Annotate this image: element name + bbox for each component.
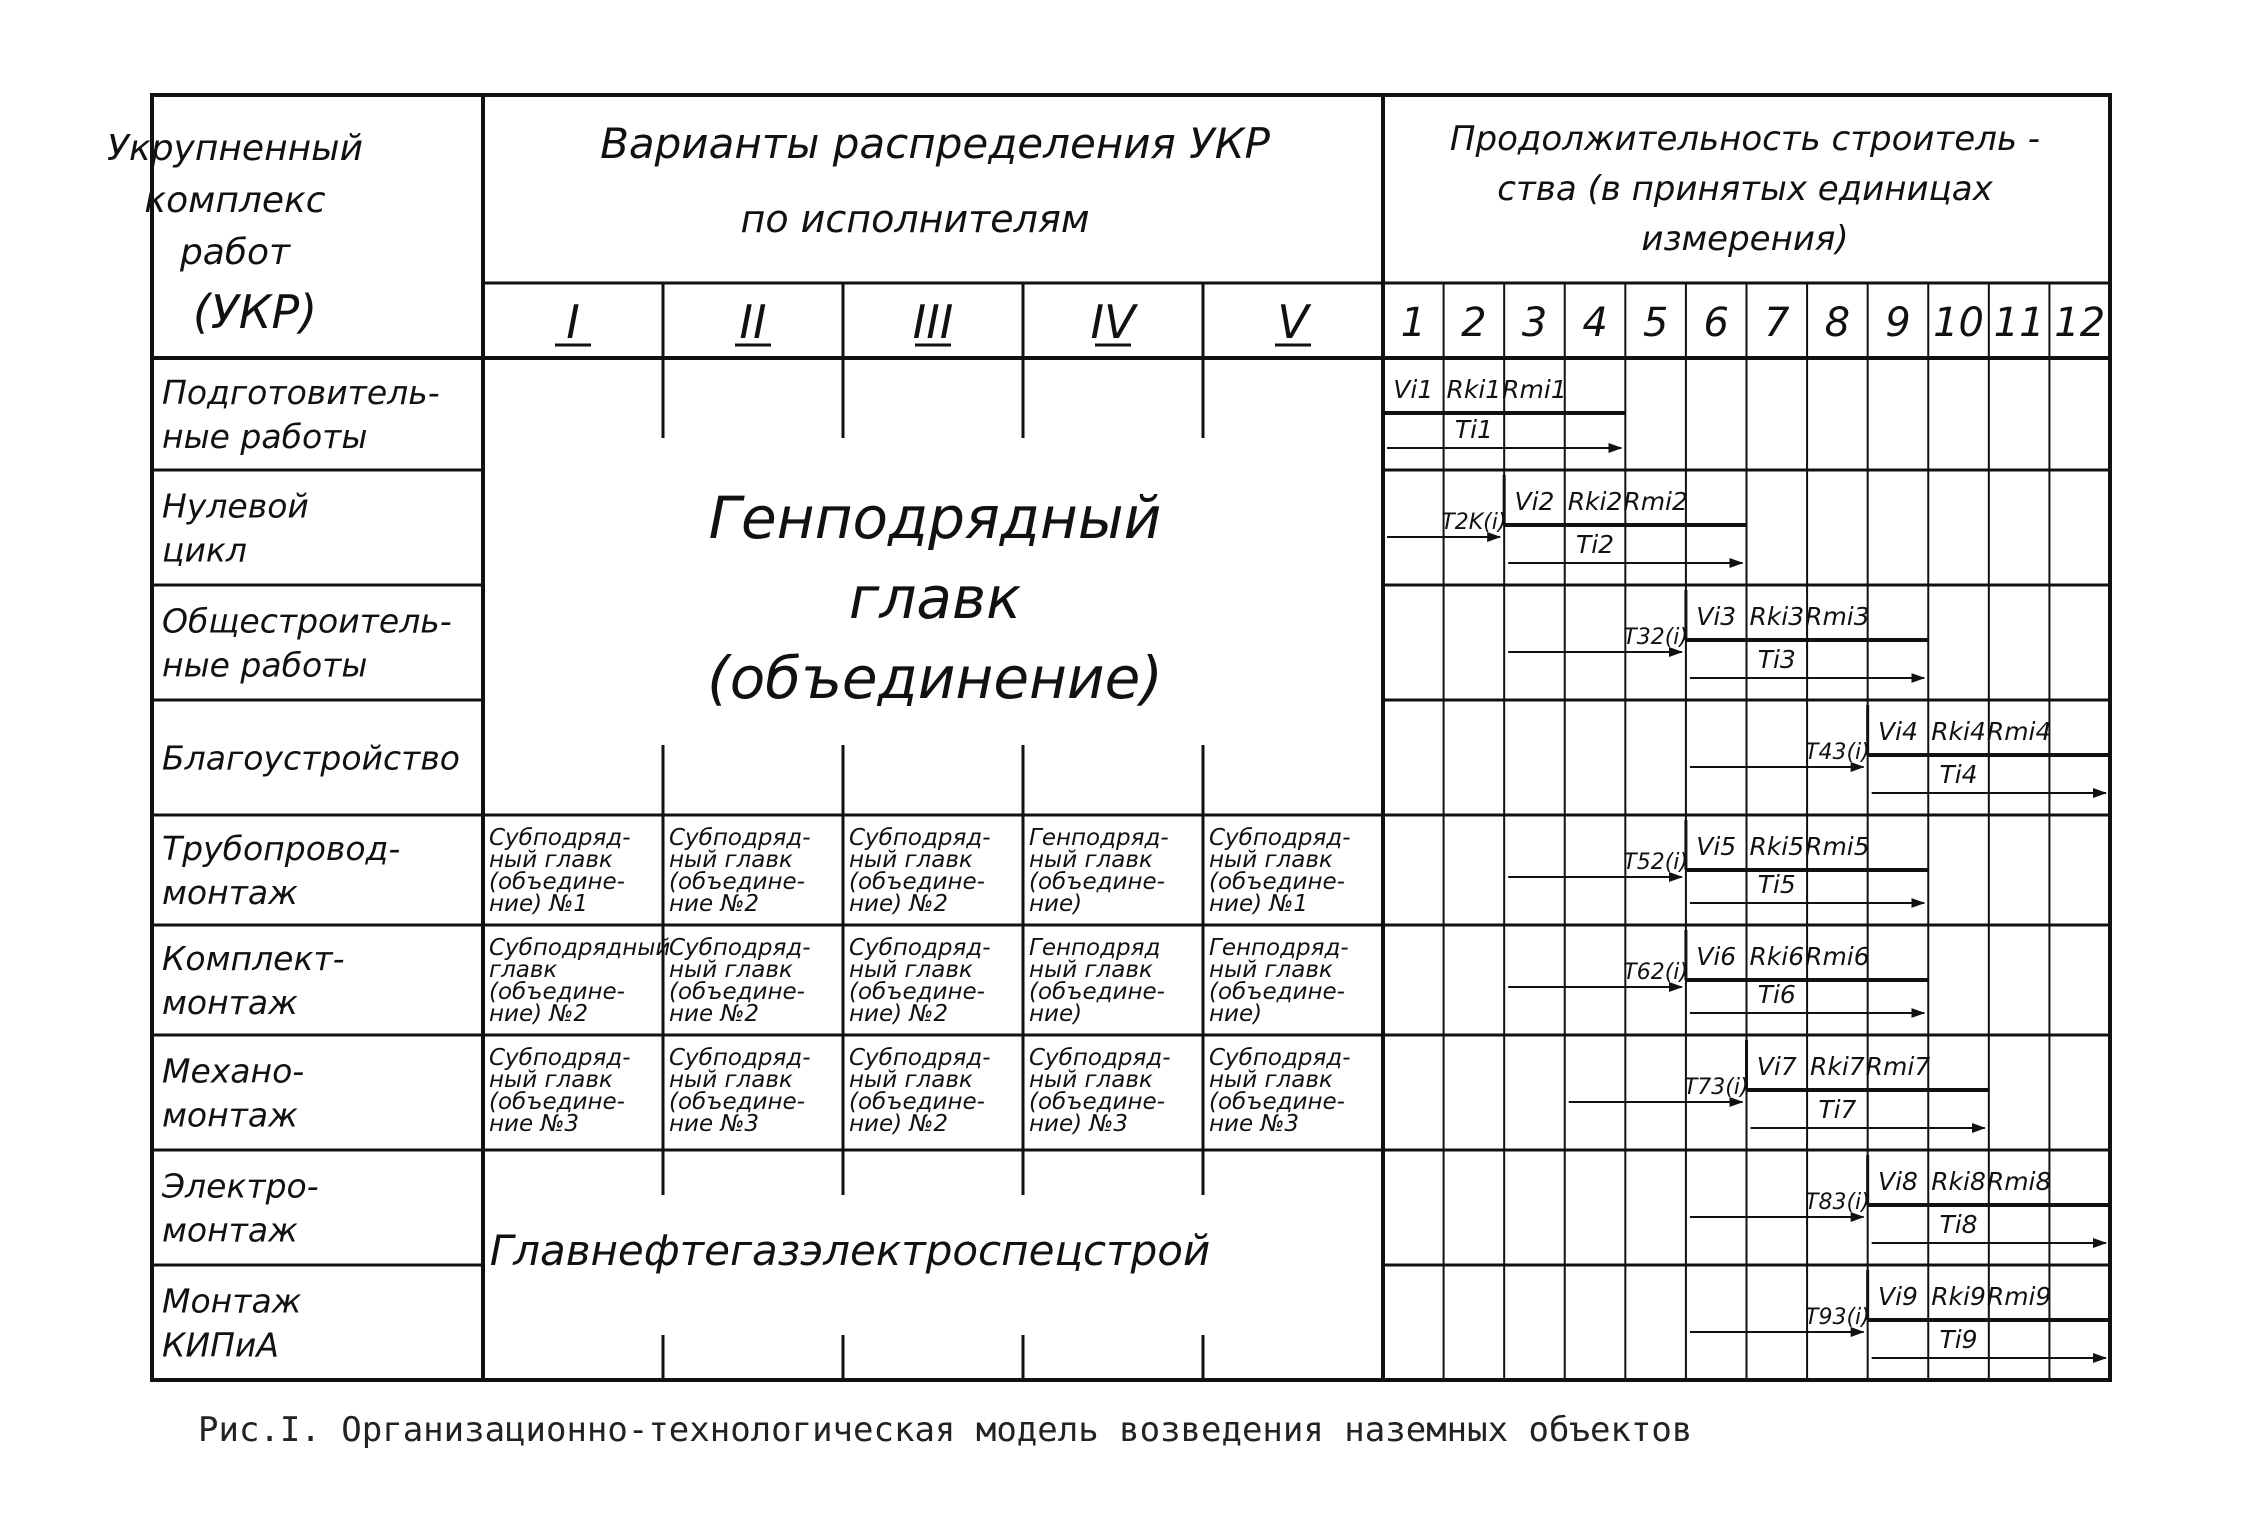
row-labels	[161, 373, 460, 1365]
variant-cell-text: ние)	[1029, 891, 1083, 917]
period-column-number: 2	[1461, 300, 1487, 346]
variant-cell-text: Субподряд-	[849, 935, 991, 961]
variant-cell-text: ние) №2	[849, 1001, 948, 1027]
row-label: Электро-	[162, 1166, 319, 1206]
link-label: T93(i)	[1805, 1305, 1870, 1330]
row-label: ные работы	[162, 417, 368, 456]
ukr-header-text: комплекс	[144, 180, 326, 221]
work-parameter-label: Vi3	[1696, 602, 1737, 631]
work-parameter-label: Rki8	[1931, 1167, 1986, 1196]
variant-cell-text: Субподряд-	[849, 825, 991, 851]
variant-cell-text: Генподряд	[1029, 935, 1161, 961]
variant-cell-text: Субподряд-	[489, 1045, 631, 1071]
variant-column-numeral: III	[912, 295, 954, 349]
row-label: ные работы	[162, 645, 368, 685]
work-parameter-label: Rki5	[1749, 832, 1805, 861]
duration-label: Ti2	[1575, 530, 1615, 559]
row-label: Общестроитель-	[162, 601, 452, 641]
ukr-header-text: работ	[179, 232, 291, 273]
row-label: Подготовитель-	[162, 373, 440, 412]
figure-caption: Рис.I. Организационно-технологическая модель возведения наземных объектов	[198, 1410, 1693, 1450]
period-column-number: 5	[1642, 300, 1669, 346]
work-parameter-label: Rmi5	[1805, 832, 1870, 861]
link-label: T83(i)	[1805, 1190, 1870, 1215]
variant-cell-text: (объедине-	[669, 1089, 805, 1115]
row-label: Монтаж	[162, 1281, 302, 1321]
variant-cell-text: ный главк	[849, 847, 973, 873]
variant-cell-text: ный главк	[849, 1067, 973, 1093]
variant-cell-text: ние №2	[669, 1001, 760, 1027]
variant-cell-text: ние №3	[1209, 1111, 1300, 1137]
variant-cell-text: (объедине-	[849, 1089, 985, 1115]
variant-cell-text: (объедине-	[849, 979, 985, 1005]
duration-label: Ti7	[1818, 1095, 1857, 1124]
work-parameter-label: Rmi2	[1623, 487, 1688, 516]
variant-cell-text: Субподряд-	[669, 825, 811, 851]
variants-header-text: Варианты распределения УКР	[600, 119, 1270, 168]
variant-cell-text: ние №3	[669, 1111, 760, 1137]
row-label: Комплект-	[162, 939, 345, 978]
duration-label: Ti9	[1939, 1325, 1978, 1354]
variant-cell-text: ный главк	[669, 847, 793, 873]
work-parameter-label: Rmi9	[1986, 1282, 2052, 1311]
row-label: монтаж	[162, 873, 298, 912]
duration-label: Ti4	[1939, 760, 1978, 789]
genpodryad-merged-text: главк	[848, 564, 1022, 632]
period-column-number: 3	[1521, 300, 1548, 346]
variant-cell-text: ный главк	[489, 1067, 613, 1093]
duration-label: Ti5	[1757, 870, 1796, 899]
variant-cell-text: Генподряд-	[1209, 935, 1349, 961]
work-parameter-label: Vi2	[1514, 487, 1555, 516]
row-label: цикл	[162, 530, 247, 570]
variant-cell-text: (объедине-	[1209, 979, 1345, 1005]
table-border	[152, 95, 2110, 1380]
variant-cell-text: ние) №2	[849, 1111, 948, 1137]
duration-header-text: измерения)	[1641, 219, 1849, 259]
work-parameter-label: Rmi1	[1502, 375, 1567, 404]
variant-cell-text: (объедине-	[1029, 1089, 1165, 1115]
work-parameter-label: Vi7	[1756, 1052, 1797, 1081]
work-parameter-label: Vi1	[1393, 375, 1434, 404]
genpodryad-merged-text: (объединение)	[707, 644, 1163, 712]
duration-label: Ti3	[1757, 645, 1796, 674]
variant-cell-text: ный главк	[1209, 847, 1333, 873]
variant-cell-text: (объедине-	[1209, 1089, 1345, 1115]
variant-cell-text: (объедине-	[849, 869, 985, 895]
row-label: Благоустройство	[162, 738, 460, 778]
variant-cell-text: (объедине-	[489, 869, 625, 895]
variant-cell-text: Субподряд-	[1209, 1045, 1351, 1071]
period-column-number: 4	[1582, 300, 1608, 346]
link-label: T62(i)	[1623, 960, 1688, 985]
work-parameter-label: Rmi3	[1805, 602, 1870, 631]
variant-cell-text: (объедине-	[1029, 869, 1165, 895]
table-grid	[152, 95, 2110, 1380]
period-column-number: 6	[1703, 300, 1729, 346]
row-label: монтаж	[162, 1210, 298, 1250]
link-label: T43(i)	[1805, 740, 1870, 765]
ukr-header-text: Укрупненный	[107, 128, 363, 169]
period-column-number: 8	[1824, 300, 1851, 346]
variant-cell-text: ние) №1	[1209, 891, 1308, 917]
variant-cell-text: ние)	[1209, 1001, 1263, 1027]
period-column-number: 9	[1885, 300, 1911, 346]
variant-column-numeral: II	[739, 295, 767, 349]
variant-cell-text: ние) №3	[1029, 1111, 1128, 1137]
period-column-number: 12	[2054, 300, 2106, 346]
duration-label: Ti8	[1939, 1210, 1978, 1239]
variant-cell-text: (объедине-	[489, 1089, 625, 1115]
work-parameter-label: Rki6	[1749, 942, 1805, 971]
duration-header-text: Продолжительность строитель -	[1449, 119, 2041, 159]
variant-cell-text: (объедине-	[489, 979, 625, 1005]
work-parameter-label: Rmi6	[1805, 942, 1870, 971]
variant-cell-text: Субподряд-	[849, 1045, 991, 1071]
variant-cell-text: ный главк	[1029, 847, 1153, 873]
row-label: монтаж	[162, 1095, 298, 1135]
variant-cell-text: главк	[489, 957, 558, 983]
variant-cell-text: ный главк	[1209, 957, 1333, 983]
work-parameter-label: Rmi8	[1986, 1167, 2052, 1196]
link-label: T52(i)	[1623, 850, 1688, 875]
variant-column-numeral: I	[566, 295, 580, 349]
variant-cell-text: ный главк	[1209, 1067, 1333, 1093]
variant-cell-text: Субподряд-	[669, 935, 811, 961]
work-parameter-label: Rki4	[1931, 717, 1986, 746]
variant-cell-text: Субподряд-	[1029, 1045, 1171, 1071]
work-parameter-label: Vi9	[1877, 1282, 1918, 1311]
work-parameter-label: Rki1	[1446, 375, 1502, 404]
variant-cell-text: Субподряд-	[489, 825, 631, 851]
variant-cells	[489, 484, 1351, 1275]
link-label: T2K(i)	[1441, 510, 1507, 535]
glav-merged-text: Главнефтегазэлектроспецстрой	[489, 1226, 1211, 1275]
table-headers	[107, 119, 2105, 349]
duration-label: Ti1	[1454, 415, 1493, 444]
period-column-number: 1	[1400, 300, 1427, 346]
link-label: T73(i)	[1683, 1075, 1749, 1100]
variant-cell-text: ный главк	[669, 1067, 793, 1093]
variant-cell-text: Генподряд-	[1029, 825, 1169, 851]
variant-cell-text: Субподряд-	[669, 1045, 811, 1071]
variant-cell-text: ный главк	[489, 847, 613, 873]
variant-cell-text: ние) №2	[849, 891, 948, 917]
variant-cell-text: ный главк	[669, 957, 793, 983]
variant-cell-text: (объедине-	[669, 979, 805, 1005]
work-parameter-label: Vi5	[1696, 832, 1737, 861]
link-label: T32(i)	[1623, 625, 1688, 650]
work-parameter-label: Vi8	[1877, 1167, 1918, 1196]
genpodryad-merged-text: Генподрядный	[708, 484, 1162, 552]
period-column-number: 7	[1764, 300, 1790, 346]
row-label: монтаж	[162, 983, 298, 1022]
variants-header-text: по исполнителям	[740, 197, 1090, 241]
work-parameter-label: Rmi7	[1865, 1052, 1931, 1081]
period-column-number: 11	[1993, 300, 2045, 346]
row-label: Трубопровод-	[162, 829, 401, 868]
variant-cell-text: ный главк	[1029, 957, 1153, 983]
variant-cell-text: ние) №1	[489, 891, 588, 917]
variant-cell-text: (объедине-	[1029, 979, 1165, 1005]
work-parameter-label: Rmi4	[1986, 717, 2052, 746]
work-parameter-label: Vi6	[1696, 942, 1737, 971]
row-label: КИПиА	[162, 1325, 279, 1365]
work-parameter-label: Rki3	[1749, 602, 1805, 631]
work-parameter-label: Rki7	[1810, 1052, 1865, 1081]
work-parameter-label: Vi4	[1877, 717, 1918, 746]
work-parameter-label: Rki2	[1567, 487, 1623, 516]
variant-cell-text: (объедине-	[669, 869, 805, 895]
variant-column-numeral: V	[1277, 295, 1309, 349]
variant-column-numeral: IV	[1090, 295, 1136, 349]
variant-cell-text: ние №3	[489, 1111, 580, 1137]
ukr-header-text: (УКР)	[192, 285, 318, 339]
duration-label: Ti6	[1757, 980, 1796, 1009]
duration-header-text: ства (в принятых единицах	[1497, 169, 1993, 209]
variant-cell-text: (объедине-	[1209, 869, 1345, 895]
variant-cell-text: Субподрядный	[489, 935, 671, 961]
variant-cell-text: Субподряд-	[1209, 825, 1351, 851]
variant-cell-text: ный главк	[849, 957, 973, 983]
variant-cell-text: ный главк	[1029, 1067, 1153, 1093]
variant-cell-text: ние №2	[669, 891, 760, 917]
row-label: Механо-	[162, 1051, 305, 1091]
period-column-number: 10	[1933, 300, 1984, 346]
variant-cell-text: ние)	[1029, 1001, 1083, 1027]
variant-cell-text: ние) №2	[489, 1001, 588, 1027]
work-parameter-label: Rki9	[1931, 1282, 1986, 1311]
row-label: Нулевой	[162, 486, 309, 526]
